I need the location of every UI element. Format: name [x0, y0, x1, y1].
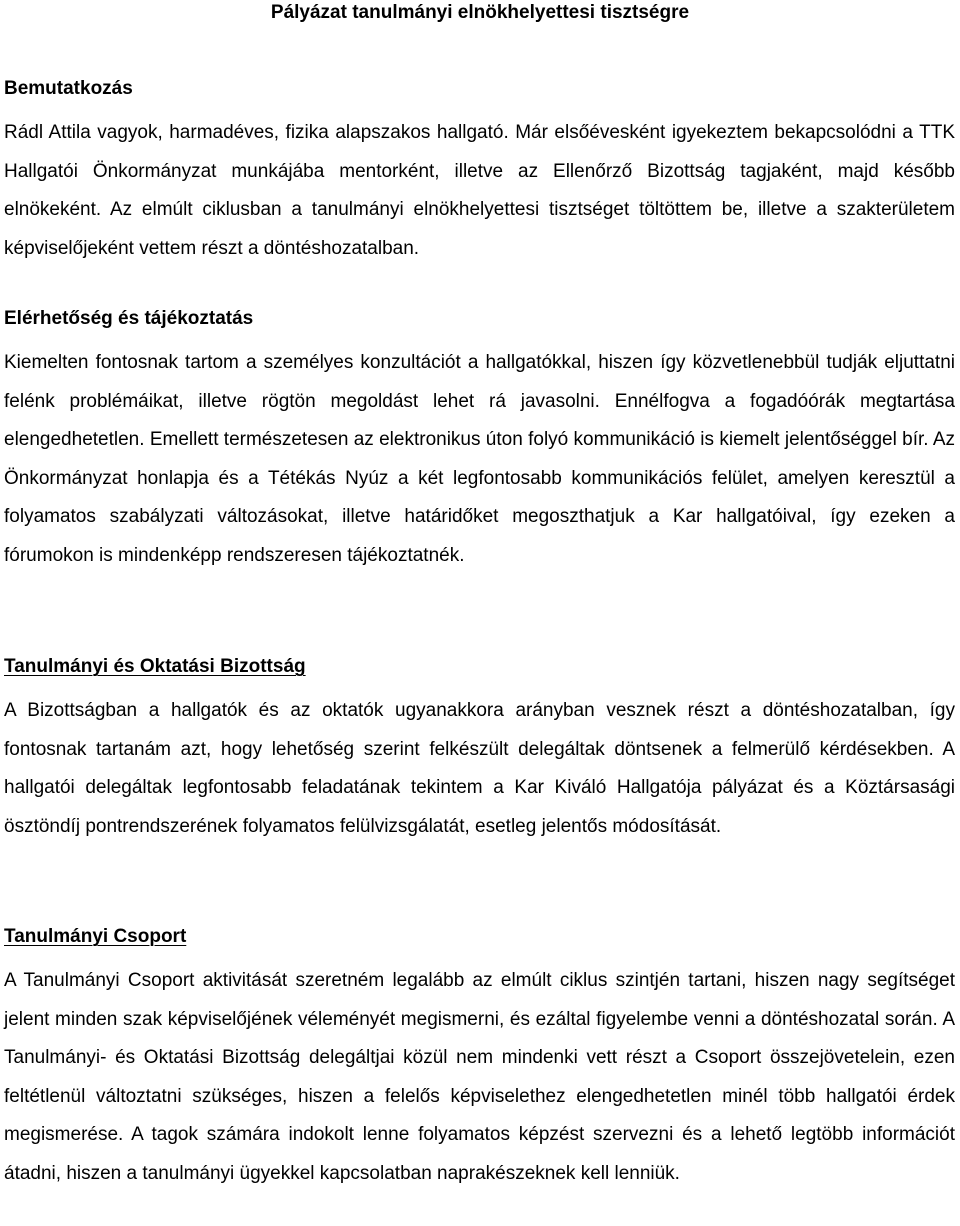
section-heading-text: Tanulmányi és Oktatási Bizottság — [4, 656, 306, 677]
section-body: Rádl Attila vagyok, harmadéves, fizika alapszakos hallgató. Már elsőévesként igyekeztem bekapcsolódni a TTK Hallgatói Önkormányzat munkájába mentorként, illetve az Ellenőrző Bizottság tagjaként, majd később elnökeként. Az elmúlt ciklusban a tanulmányi elnökhelyettesi tisztséget töltöttem be, illetve a szakterületem képviselőjeként vettem részt a döntéshozatalban. — [4, 122, 955, 259]
section-body: A Tanulmányi Csoport aktivitását szeretném legalább az elmúlt ciklus szintjén tartani, hiszen nagy segítséget jelent minden szak képviselőjének véleményét megismerni, és ezáltal figyelembe venni a döntéshozatal során. A Tanulmányi- és Oktatási Bizottság delegáltjai közül nem mindenki vett részt a Csoport összejövetelein, ezen feltétlenül változtatni szükséges, hiszen a felelős képviselethez elengedhetetlen minél több hallgatói érdek megismerése. A tagok számára indokolt lenne folyamatos képzést szervezni és a lehető legtöbb információt átadni, hiszen a tanulmányi ügyekkel kapcsolatban naprakészeknek kell lenniük. — [4, 970, 955, 1184]
section-body: A Bizottságban a hallgatók és az oktatók ugyanakkora arányban vesznek részt a döntéshozatalban, így fontosnak tartanám azt, hogy lehetőség szerint felkészült delegáltak döntsenek a felmerülő kérdésekben. A hallgatói delegáltak legfontosabb feladatának tekintem a Kar Kiváló Hallgatója pályázat és a Köztársasági ösztöndíj pontrendszerének folyamatos felülvizsgálatát, esetleg jelentős módosítását. — [4, 700, 955, 837]
section-body: Kiemelten fontosnak tartom a személyes konzultációt a hallgatókkal, hiszen így közvetlenebbül tudják eljuttatni felénk problémáikat, illetve rögtön megoldást lehet rá javasolni. Ennélfogva a fogadóórák megtartása elengedhetetlen. Emellett természetesen az elektronikus úton folyó kommunikáció is kiemelt jelentőséggel bír. Az Önkormányzat honlapja és a Tétékás Nyúz a két legfontosabb kommunikációs felület, amelyen keresztül a folyamatos szabályzati változásokat, illetve határidőket megoszthatjuk a Kar hallgatóival, így ezeken a fórumokon is mindenképp rendszeresen tájékoztatnék. — [4, 352, 955, 566]
section-heading-text: Tanulmányi Csoport — [4, 926, 187, 947]
section-heading: Elérhetőség és tájékoztatás — [4, 308, 254, 329]
document-title: Pályázat tanulmányi elnökhelyettesi tisztségre — [270, 2, 690, 23]
section-heading — [4, 924, 955, 962]
section-heading: Bemutatkozás — [4, 78, 133, 99]
section-study-group — [4, 924, 955, 1193]
section-study-committee — [4, 654, 955, 846]
section-contact-information — [4, 306, 955, 575]
section-heading — [4, 654, 955, 692]
section-introduction — [4, 76, 955, 268]
